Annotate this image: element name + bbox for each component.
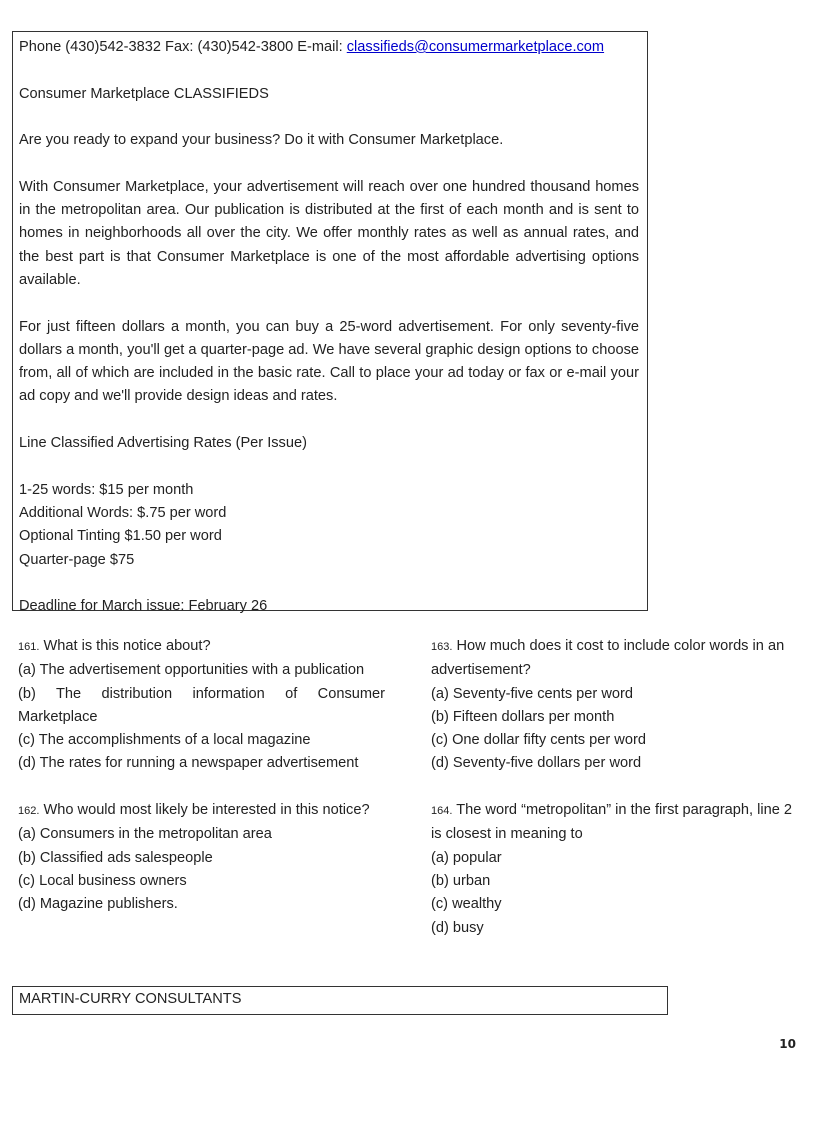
question-161 <box>18 635 385 776</box>
question-163 <box>431 635 798 776</box>
question-stem <box>18 635 385 659</box>
deadline: Deadline for March issue: February 26 <box>19 598 268 615</box>
notice-heading: Consumer Marketplace CLASSIFIEDS <box>19 85 269 102</box>
answer-option: (c) One dollar fifty cents per word <box>431 732 646 749</box>
question-stem <box>18 799 385 823</box>
page-number: 10 <box>779 1037 796 1051</box>
answer-option: (d) Seventy-five dollars per word <box>431 755 642 772</box>
answer-option: (d) busy <box>431 919 484 936</box>
answer-option: (d) The rates for running a newspaper advertisement <box>18 755 359 772</box>
rate-item: Optional Tinting $1.50 per word <box>19 528 222 545</box>
classified-notice <box>12 31 648 615</box>
rate-item: 1-25 words: $15 per month <box>19 481 194 498</box>
notice-tagline: Are you ready to expand your business? Do it with Consumer Marketplace. <box>19 132 504 149</box>
question-stem <box>431 635 798 683</box>
contact-line <box>19 36 639 59</box>
notice-paragraph-1: With Consumer Marketplace, your advertisement will reach over one hundred thousand homes in the metropolitan area. Our publication is distributed at the first of each month and is sent to homes in neighborhoods all over the city. We offer monthly rates as well as annual rates, and the best part is that Consumer Marketplace is one of the most affordable advertising options available. <box>19 178 639 288</box>
question-stem <box>431 799 798 847</box>
answer-option: (c) wealthy <box>431 896 502 913</box>
question-text: What is this notice about? <box>39 638 211 654</box>
email-link[interactable]: classifieds@consumermarketplace.com <box>346 39 605 55</box>
answer-option-continued: Marketplace <box>18 708 98 725</box>
question-text: The word “metropolitan” in the first paragraph, line 2 is closest in meaning to <box>431 802 793 843</box>
question-number: 161. <box>18 641 40 653</box>
question-text: Who would most likely be interested in this notice? <box>39 802 370 819</box>
question-number: 162. <box>18 805 40 818</box>
question-number: 163. <box>431 641 453 653</box>
answer-option: (a) popular <box>431 849 502 866</box>
answer-option: (a) Consumers in the metropolitan area <box>18 826 272 843</box>
rate-item: Additional Words: $.75 per word <box>19 504 227 521</box>
question-number: 164. <box>431 805 453 818</box>
answer-option: (b) The distribution information of Consumer <box>18 685 385 702</box>
notice-paragraph-2: For just fifteen dollars a month, you can buy a 25-word advertisement. For only seventy-five dollars a month, you'll get a quarter-page ad. We have several graphic design options to choose from, all of which are included in the basic rate. Call to place your ad today or fax or e-mail your ad copy and we'll provide design ideas and rates. <box>19 318 639 405</box>
answer-option: (a) The advertisement opportunities with a publication <box>18 662 365 679</box>
rate-item: Quarter-page $75 <box>19 551 135 568</box>
answer-option: (b) Classified ads salespeople <box>18 849 213 866</box>
answer-option: (a) Seventy-five cents per word <box>431 685 633 702</box>
questions-right-column <box>431 635 798 963</box>
next-notice-heading: MARTIN-CURRY CONSULTANTS <box>12 986 668 1015</box>
question-text: How much does it cost to include color words in an advertisement? <box>431 638 785 679</box>
question-162 <box>18 799 385 916</box>
question-164 <box>431 799 798 940</box>
rates-list <box>19 479 639 572</box>
contact-prefix: Phone (430)542-3832 Fax: (430)542-3800 E-mail: <box>19 39 347 55</box>
answer-option: (c) The accomplishments of a local magazine <box>18 732 311 749</box>
answer-option: (d) Magazine publishers. <box>18 896 178 913</box>
answer-option: (b) Fifteen dollars per month <box>431 708 615 725</box>
questions-left-column <box>18 635 385 940</box>
rates-heading: Line Classified Advertising Rates (Per Issue) <box>19 435 307 452</box>
answer-option: (b) urban <box>431 872 491 889</box>
answer-option: (c) Local business owners <box>18 872 187 889</box>
